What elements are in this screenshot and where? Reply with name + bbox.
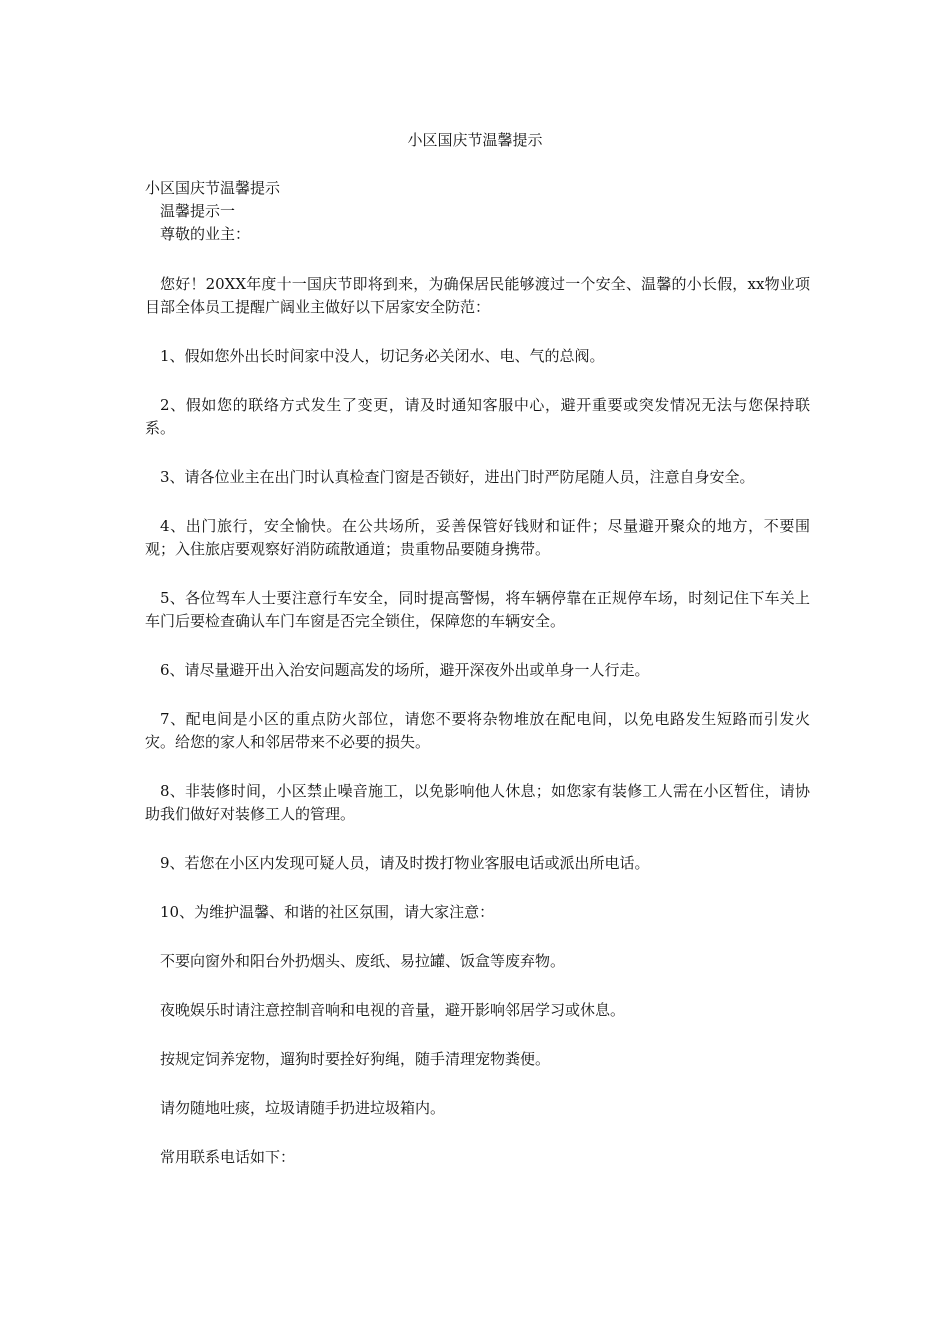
note-item-2: 夜晚娱乐时请注意控制音响和电视的音量，避开影响邻居学习或休息。 xyxy=(160,1001,626,1019)
list-item-10: 10、为维护温馨、和谐的社区氛围，请大家注意： xyxy=(160,903,495,921)
list-item-3: 3、请各位业主在出门时认真检查门窗是否锁好，进出门时严防尾随人员，注意自身安全。 xyxy=(160,468,755,486)
list-item-1: 1、假如您外出长时间家中没人，切记务必关闭水、电、气的总阀。 xyxy=(160,347,605,365)
list-item-7: 7、配电间是小区的重点防火部位，请您不要将杂物堆放在配电间，以免电路发生短路而引发火灾。给您的家人和邻居带来不必要的损失。 xyxy=(145,710,810,751)
note-item-3: 按规定饲养宠物，遛狗时要拴好狗绳，随手清理宠物粪便。 xyxy=(160,1050,551,1068)
section-label: 温馨提示一 xyxy=(160,202,236,220)
list-item-5: 5、各位驾车人士要注意行车安全，同时提高警惕，将车辆停靠在正规停车场，时刻记住下车关上车门后要检查确认车门车窗是否完全锁住，保障您的车辆安全。 xyxy=(145,589,810,630)
document-body xyxy=(145,177,810,1169)
salutation: 尊敬的业主： xyxy=(160,225,251,243)
list-item-8: 8、非装修时间，小区禁止噪音施工，以免影响他人休息；如您家有装修工人需在小区暂住，请协助我们做好对装修工人的管理。 xyxy=(145,782,810,823)
note-item-4: 请勿随地吐痰，垃圾请随手扔进垃圾箱内。 xyxy=(160,1099,446,1117)
list-item-4: 4、出门旅行，安全愉快。在公共场所，妥善保管好钱财和证件；尽量避开聚众的地方，不要围观；入住旅店要观察好消防疏散通道；贵重物品要随身携带。 xyxy=(145,517,810,558)
list-item-9: 9、若您在小区内发现可疑人员，请及时拨打物业客服电话或派出所电话。 xyxy=(160,854,650,872)
list-item-2: 2、假如您的联络方式发生了变更，请及时通知客服中心，避开重要或突发情况无法与您保持联系。 xyxy=(145,396,810,437)
note-item-5: 常用联系电话如下： xyxy=(160,1148,296,1166)
document-title: 小区国庆节温馨提示 xyxy=(407,131,543,149)
intro-paragraph: 您好！20XX年度十一国庆节即将到来，为确保居民能够渡过一个安全、温馨的小长假，xx物业项目部全体员工提醒广阔业主做好以下居家安全防范： xyxy=(145,275,810,316)
note-item-1: 不要向窗外和阳台外扔烟头、废纸、易拉罐、饭盒等废弃物。 xyxy=(160,952,566,970)
list-item-6: 6、请尽量避开出入治安问题高发的场所，避开深夜外出或单身一人行走。 xyxy=(160,661,650,679)
document-subtitle: 小区国庆节温馨提示 xyxy=(145,179,281,197)
